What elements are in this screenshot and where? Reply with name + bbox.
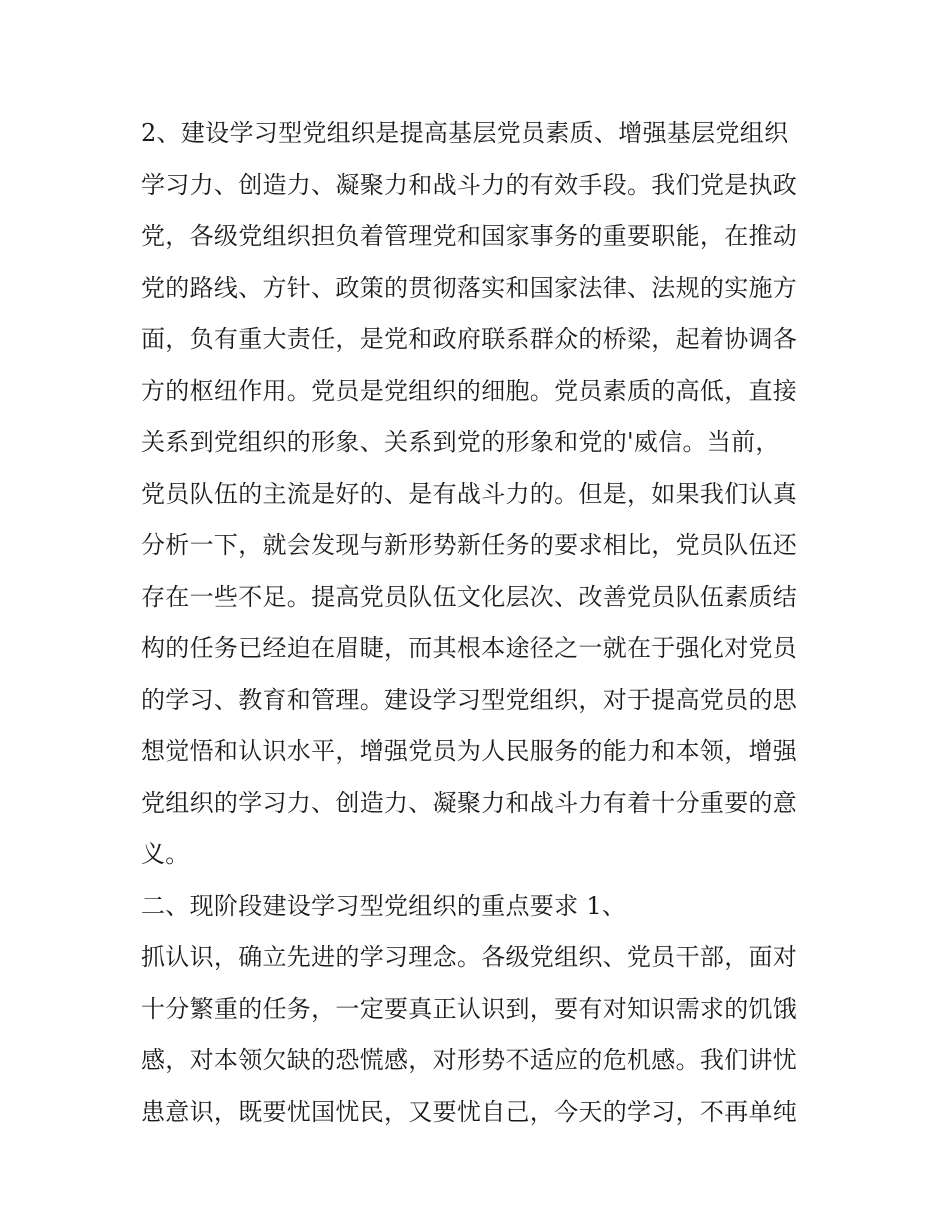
text-line: 关系到党组织的形象、关系到党的形象和党的'威信。当前， xyxy=(141,428,780,456)
text-line: 构的任务已经迫在眉睫，而其根本途径之一就在于强化对党员 xyxy=(141,634,798,662)
text-line: 党组织的学习力、创造力、凝聚力和战斗力有着十分重要的意 xyxy=(141,788,798,817)
text-line: 党，各级党组织担负着管理党和国家事务的重要职能，在推动 xyxy=(141,222,798,250)
text-line: 面，负有重大责任，是党和政府联系群众的桥梁，起着协调各 xyxy=(141,325,798,353)
text-line: 患意识，既要忧国忧民，又要忧自己，今天的学习，不再单纯 xyxy=(141,1097,798,1126)
text-line: 存在一些不足。提高党员队伍文化层次、改善党员队伍素质结 xyxy=(141,582,798,611)
text-line: 十分繁重的任务，一定要真正认识到，要有对知识需求的饥饿 xyxy=(141,994,798,1023)
text-line: 分析一下，就会发现与新形势新任务的要求相比，党员队伍还 xyxy=(141,531,798,559)
document-body xyxy=(141,108,821,1138)
text-line: 2、建设学习型党组织是提高基层党员素质、增强基层党组织 xyxy=(141,119,789,147)
text-line: 抓认识，确立先进的学习理念。各级党组织、党员干部，面对 xyxy=(141,943,798,971)
text-line: 方的枢纽作用。党员是党组织的细胞。党员素质的高低，直接 xyxy=(141,376,798,405)
section-heading-line: 二、现阶段建设学习型党组织的重点要求 1、 xyxy=(141,891,627,920)
text-line: 的学习、教育和管理。建设学习型党组织，对于提高党员的思 xyxy=(141,685,798,714)
text-line: 学习力、创造力、凝聚力和战斗力的有效手段。我们党是执政 xyxy=(141,170,798,199)
text-line: 义。 xyxy=(141,840,190,868)
text-line: 党员队伍的主流是好的、是有战斗力的。但是，如果我们认真 xyxy=(141,479,798,508)
text-line: 想觉悟和认识水平，增强党员为人民服务的能力和本领，增强 xyxy=(141,737,798,765)
text-line: 党的路线、方针、政策的贯彻落实和国家法律、法规的实施方 xyxy=(141,273,798,302)
text-line: 感，对本领欠缺的恐慌感，对形势不适应的危机感。我们讲忧 xyxy=(141,1046,798,1074)
